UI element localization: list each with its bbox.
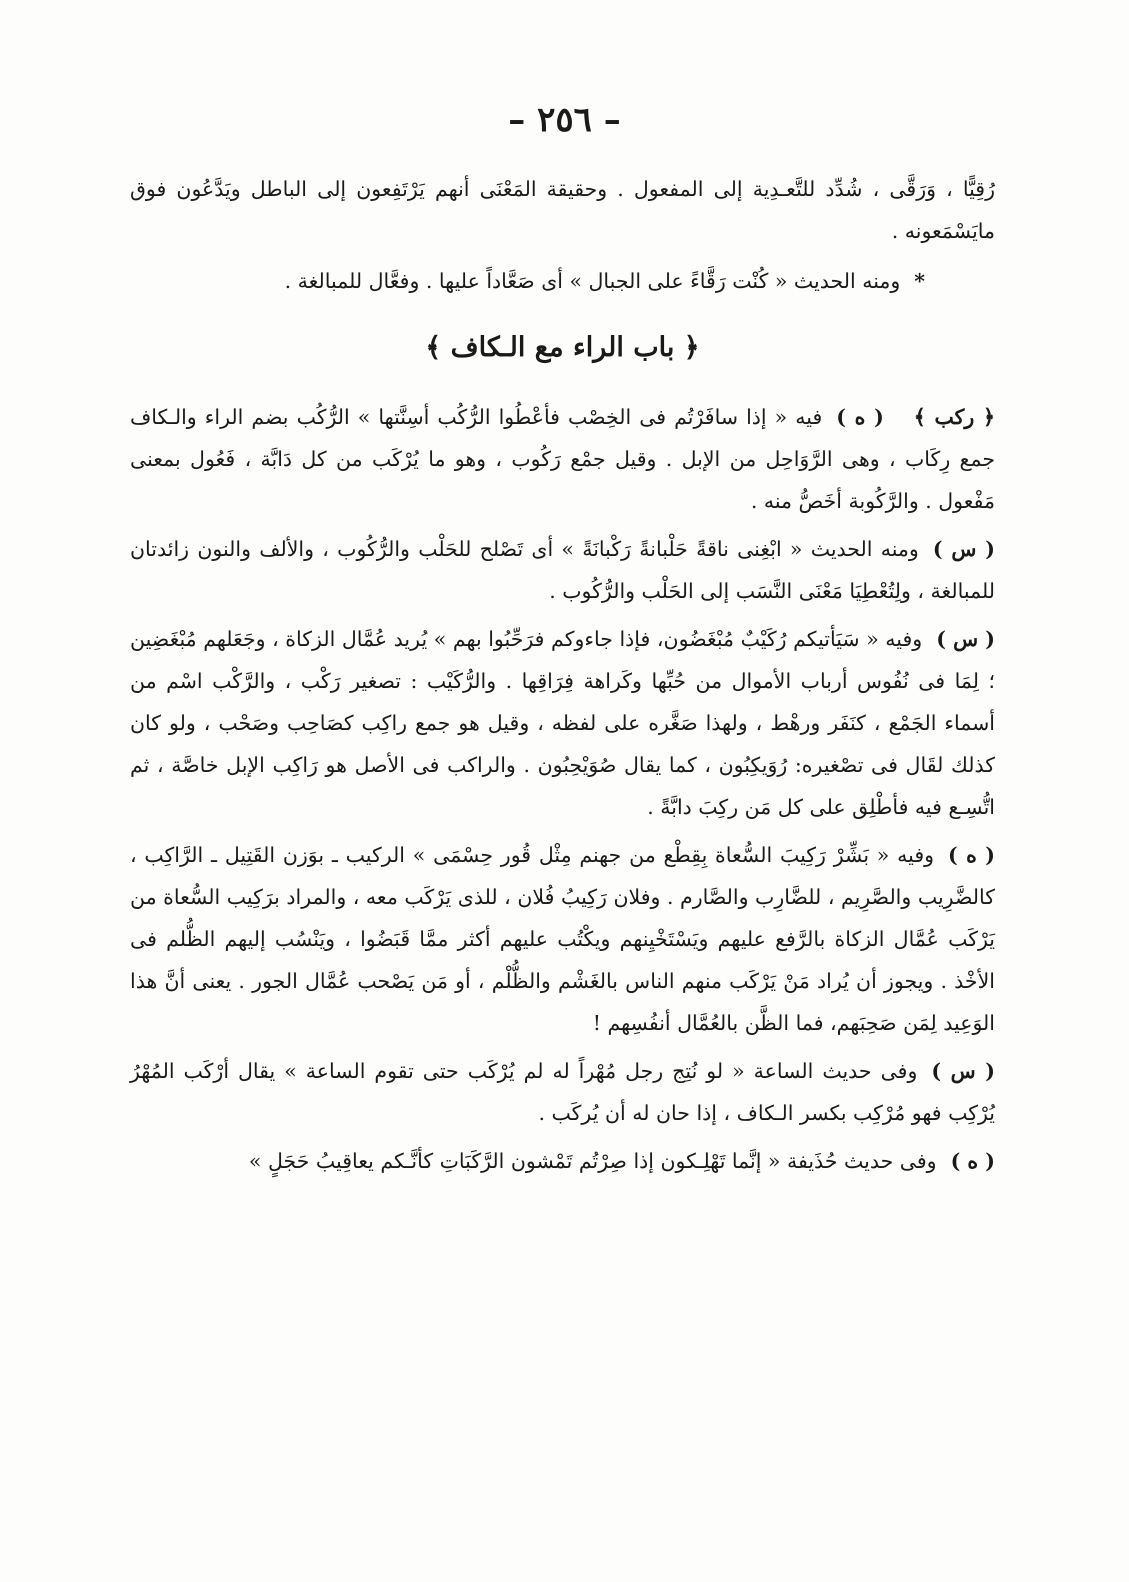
page-number: – ٢٥٦ – <box>508 100 621 140</box>
source-tag: ( س ) <box>932 537 995 561</box>
asterisk-marker: * <box>914 269 925 293</box>
entry-paragraph <box>130 528 995 612</box>
entry-text: فيه « إذا سافَرْتُم فى الخِصْب فأعْطُوا الرُّكُب أسِنَّتها » الرُّكُب بضم الراء والـكاف جمع رِكَاب ، وهى الرَّوَاحِل من الإبل . وقيل جمْع رَكُوب ، وهو ما يُرْكَب من كل دَابَّة ، فَعُول بمعنى مَفْعول . والرَّكُوبة أخَصُّ منه . <box>130 405 995 513</box>
entry-headword: ﴿ ركب ﴾ <box>913 405 995 429</box>
source-tag: ( س ) <box>936 627 996 651</box>
star-entry-text: ومنه الحديث « كُنْت رَقَّاءً على الجبال » أى صَعَّاداً عليها . وفعَّال للمبالغة . <box>284 269 901 293</box>
section-title: ﴿ باب الراء مع الـكاف ﴾ <box>425 332 700 363</box>
entry-text: ومنه الحديث « ابْغِنى ناقةً حَلْبانةً رَكْبانَةً » أى تَصْلح للحَلْب والرُّكُوب ، والألف والنون زائدتان للمبالغة ، ولِتُعْطِيَا مَعْنَى النَّسَب إلى الحَلْب والرُّكُوب . <box>130 537 995 603</box>
entry-text: وفى حديث حُذَيفة « إنَّما تَهْلِـكون إذا صِرْتُم تَمْشون الرَّكَبَاتِ كأنَّـكم يعاقِيبُ حَجَلٍ » <box>248 1149 937 1173</box>
entry-paragraph <box>130 618 995 828</box>
entry-rakb <box>130 396 995 522</box>
entry-text: وفى حديث الساعة « لو نُتِج رجل مُهْراً له لم يُرْكَب حتى تقوم الساعة » يقال أرْكَب المُهْرُ يُرْكِب فهو مُرْكِب بكسر الـكاف ، إذا حان له أن يُركَب . <box>130 1059 995 1125</box>
source-tag: ( ه ) <box>836 405 884 429</box>
page-body <box>130 168 995 1188</box>
source-tag: ( ه ) <box>948 843 995 867</box>
entry-paragraph <box>130 1050 995 1134</box>
source-tag: ( س ) <box>931 1059 995 1083</box>
source-tag: ( ه ) <box>950 1149 995 1173</box>
entry-paragraph <box>130 1140 995 1182</box>
entry-text: وفيه « سَيَأتيكم رُكَيْبٌ مُبْغَضُون، فإذا جاءوكم فرَحِّبُوا بهم » يُريد عُمَّال الزكاة ، وجَعَلهم مُبْغَضِين ؛ لِمَا فى نُفُوس أرباب الأموال من حُبِّها وكَراهة فِرَاقِها . والرُّكَيْب : تصغير رَكْب ، والرَّكْب اسْم من أسماء الجَمْع ، كنَفَر ورهْط ، ولهذا صَغَّره على لفظه ، وقيل هو جمع راكِب كصَاحِب وصَحْب ، ولو كان كذلك لقَال فى تصْغيره: رُوَيكِبُون ، كما يقال صُوَيْحِبُون . والراكب فى الأصل هو رَاكِب الإبل خاصَّة ، ثم اتُّسِـع فيه فأطْلِق على كل مَن ركِبَ دابَّةً . <box>130 627 995 819</box>
entry-paragraph <box>130 834 995 1044</box>
intro-paragraph: رُقِيًّا ، وَرَقَّى ، شُدِّد للتَّعـدِية إلى المفعول . وحقيقة المَعْنَى أنهم يَرْتَفِعون إلى الباطل ويَدَّعُون فوق مايَسْمَعونه . <box>130 177 995 243</box>
star-entry <box>130 260 995 302</box>
entry-text: وفيه « بَشِّرْ رَكِيبَ السُّعاة بِقِطْع من جهنم مِثْل قُور حِسْمَى » الركيب ـ بوَزن القَتِيل ـ الرَّاكِب ، كالضَّرِيب والصَّرِيم ، للضَّارِب والصَّارم . وفلان رَكِيبُ فُلان ، للذى يَرْكَب معه ، والمراد برَكِيب السُّعاة من يَرْكَب عُمَّال الزكاة بالرَّفع عليهم ويَسْتَخْيِنهم ويكْتُب عليهم أكثر ممَّا قَبَضُوا ، ويَنْسُب إليهم الظُّلم فى الأخْذ . ويجوز أن يُراد مَنْ يَرْكَب منهم الناس بالغَشْم والظُّلْم ، أو مَن يَصْحب عُمَّال الجور . يعنى أنَّ هذا الوَعِيد لِمَن صَحِبَهم، فما الظَّن بالعُمَّال أنفُسِهم ! <box>130 843 995 1035</box>
